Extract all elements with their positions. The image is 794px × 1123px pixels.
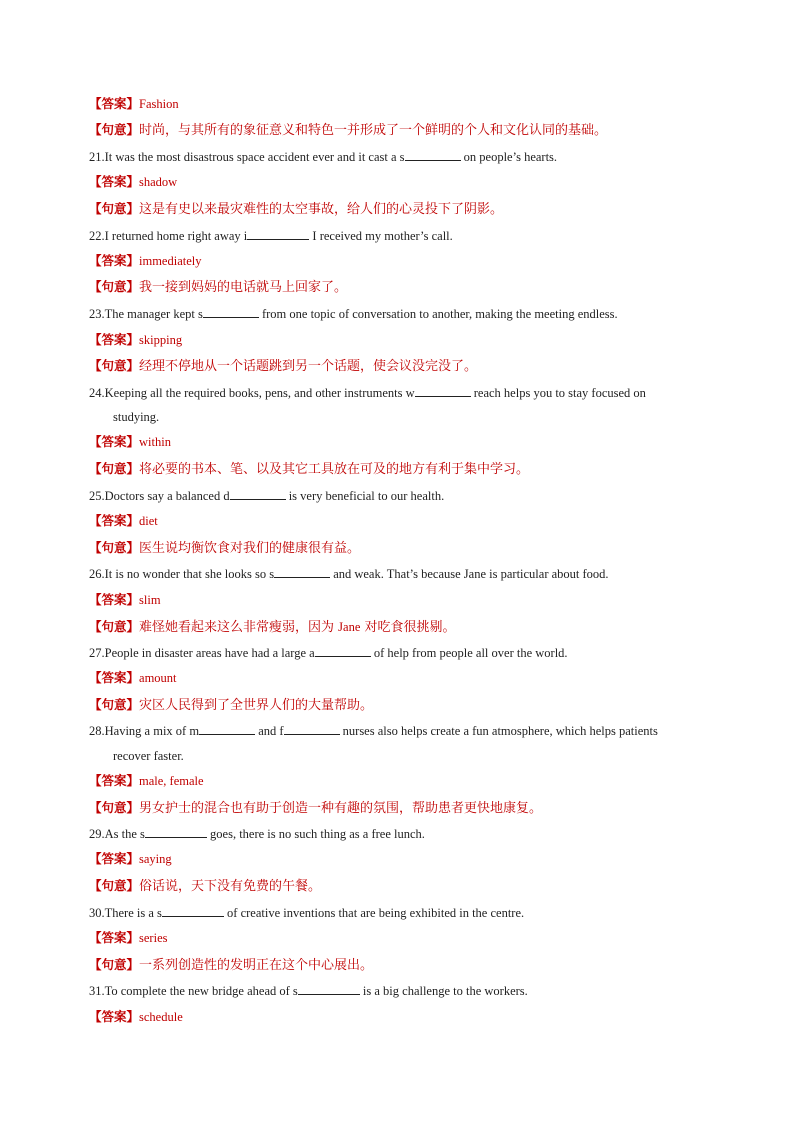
meaning-text: 经理不停地从一个话题跳到另一个话题，使会议没完没了。	[139, 359, 478, 374]
question-28-continued: recover faster.	[113, 749, 184, 763]
meaning-line: 【句意】一系列创造性的发明正在这个中心展出。	[89, 957, 374, 973]
question-24: 24.Keeping all the required books, pens, and other instruments w reach helps you to stay focused on	[89, 386, 646, 400]
answer-text: immediately	[139, 254, 202, 268]
question-28: 28.Having a mix of m and f nurses also helps create a fun atmosphere, which helps patients	[89, 724, 658, 738]
meaning-line: 【句意】我一接到妈妈的电话就马上回家了。	[89, 279, 348, 295]
answer-line: 【答案】slim	[89, 592, 161, 607]
question-31: 31.To complete the new bridge ahead of s is a big challenge to the workers.	[89, 984, 528, 998]
answer-blank	[199, 723, 255, 735]
answer-tag: 【答案】	[89, 96, 140, 111]
answer-blank	[162, 905, 224, 917]
question-23: 23.The manager kept s from one topic of conversation to another, making the meeting endless.	[89, 307, 618, 321]
meaning-text: 时尚，与其所有的象征意义和特色一并形成了一个鲜明的个人和文化认同的基础。	[139, 123, 608, 138]
answer-text: amount	[139, 671, 177, 685]
answer-blank	[230, 488, 286, 500]
question-21: 21.It was the most disastrous space accident ever and it cast a s on people’s hearts.	[89, 150, 558, 164]
answer-text: schedule	[139, 1010, 183, 1024]
answer-text: saying	[139, 852, 172, 866]
question-25: 25.Doctors say a balanced d is very beneficial to our health.	[89, 489, 445, 503]
question-24-continued: studying.	[113, 410, 160, 424]
meaning-line: 【句意】难怪她看起来这么非常瘦弱，因为 Jane 对吃食很挑剔。	[89, 619, 456, 635]
answer-line	[89, 96, 179, 112]
answer-blank	[145, 826, 207, 838]
answer-blank	[274, 566, 330, 578]
answer-blank	[284, 723, 340, 735]
meaning-line	[89, 122, 607, 139]
meaning-line: 【句意】医生说均衡饮食对我们的健康很有益。	[89, 540, 361, 556]
answer-text: slim	[139, 593, 161, 607]
answer-line: 【答案】immediately	[89, 253, 202, 268]
question-30: 30.There is a s of creative inventions that are being exhibited in the centre.	[89, 906, 525, 920]
meaning-text: 我一接到妈妈的电话就马上回家了。	[139, 280, 348, 295]
meaning-text: 这是有史以来最灾难性的太空事故，给人们的心灵投下了阴影。	[139, 202, 504, 217]
meaning-line: 【句意】经理不停地从一个话题跳到另一个话题，使会议没完没了。	[89, 358, 478, 374]
answer-text: shadow	[139, 175, 178, 189]
answer-line: 【答案】within	[89, 434, 171, 449]
answer-text: diet	[139, 514, 158, 528]
answer-blank	[315, 645, 371, 657]
meaning-line: 【句意】男女护士的混合也有助于创造一种有趣的氛围，帮助患者更快地康复。	[89, 800, 543, 816]
question-26: 26.It is no wonder that she looks so s and weak. That’s because Jane is particular about food.	[89, 567, 609, 581]
meaning-line: 【句意】俗话说，天下没有免费的午餐。	[89, 878, 322, 894]
answer-blank	[415, 385, 471, 397]
answer-blank	[298, 983, 360, 995]
answer-line: 【答案】shadow	[89, 174, 178, 189]
answer-text: Fashion	[139, 97, 179, 111]
meaning-text: 将必要的书本、笔、以及其它工具放在可及的地方有利于集中学习。	[139, 462, 530, 477]
meaning-text: 男女护士的混合也有助于创造一种有趣的氛围，帮助患者更快地康复。	[139, 801, 543, 816]
answer-line: 【答案】amount	[89, 670, 177, 685]
question-29: 29.As the s goes, there is no such thing as a free lunch.	[89, 827, 425, 841]
meaning-text: 医生说均衡饮食对我们的健康很有益。	[139, 541, 361, 556]
meaning-name: Jane	[338, 620, 361, 634]
meaning-text: 一系列创造性的发明正在这个中心展出。	[139, 958, 374, 973]
meaning-text: 俗话说，天下没有免费的午餐。	[139, 879, 322, 894]
meaning-line: 【句意】这是有史以来最灾难性的太空事故，给人们的心灵投下了阴影。	[89, 201, 504, 217]
answer-line: 【答案】schedule	[89, 1009, 183, 1024]
question-27: 27.People in disaster areas have had a large a of help from people all over the world.	[89, 646, 568, 660]
answer-text: skipping	[139, 333, 183, 347]
answer-text: series	[139, 931, 168, 945]
meaning-text: 灾区人民得到了全世界人们的大量帮助。	[139, 698, 374, 713]
meaning-tag: 【句意】	[89, 122, 140, 137]
question-22: 22.I returned home right away i I received my mother’s call.	[89, 229, 453, 243]
answer-text: male, female	[139, 774, 204, 788]
answer-line: 【答案】diet	[89, 513, 158, 528]
answer-line: 【答案】series	[89, 930, 168, 945]
answer-line: 【答案】male, female	[89, 773, 204, 788]
meaning-line: 【句意】灾区人民得到了全世界人们的大量帮助。	[89, 697, 374, 713]
answer-line: 【答案】skipping	[89, 332, 183, 347]
answer-line: 【答案】saying	[89, 851, 172, 866]
answer-blank	[405, 149, 461, 161]
answer-text: within	[139, 435, 171, 449]
meaning-line: 【句意】将必要的书本、笔、以及其它工具放在可及的地方有利于集中学习。	[89, 461, 530, 477]
answer-blank	[203, 306, 259, 318]
answer-blank	[247, 228, 309, 240]
